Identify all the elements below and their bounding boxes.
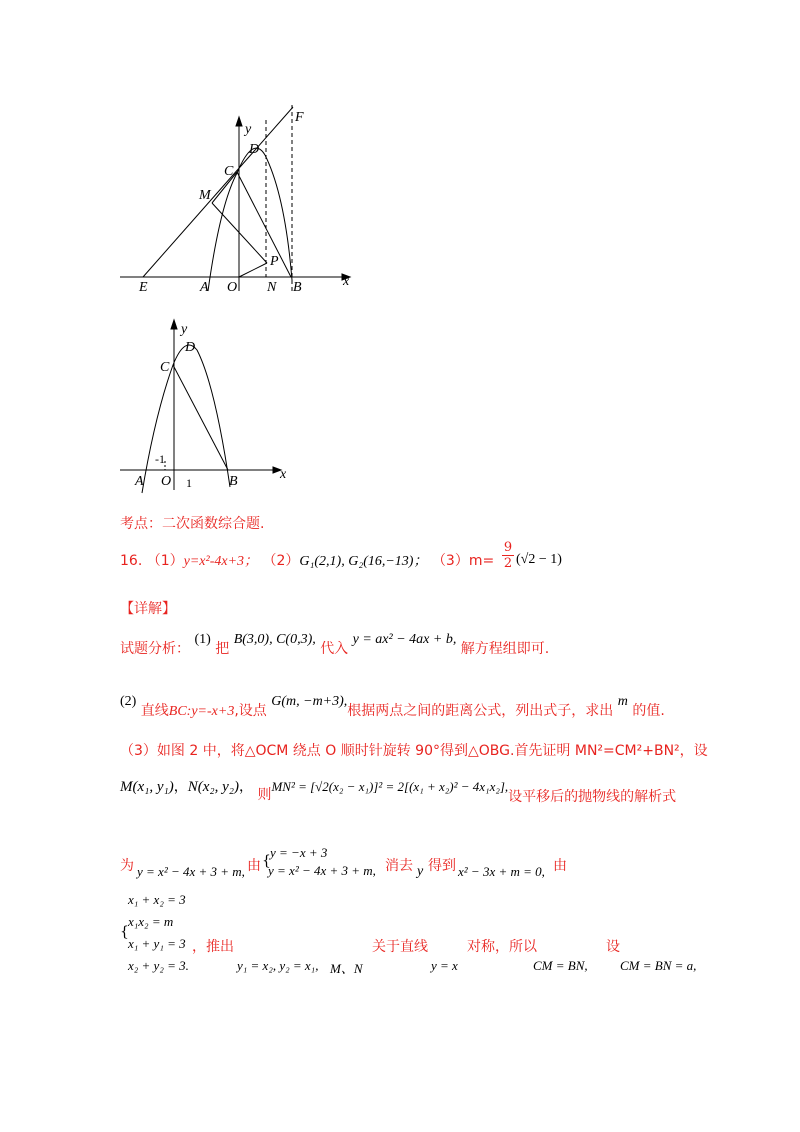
line-2 [120, 690, 665, 719]
part3-tail: (√2 − 1) [516, 552, 562, 567]
line4-sep2: ， [238, 779, 253, 795]
parabola [142, 345, 230, 493]
line-6-cmbn: CM = BN, [533, 958, 588, 973]
label-x: x [280, 467, 287, 482]
part1-label: （1） [146, 553, 184, 569]
line4-ze: 则 [257, 787, 272, 803]
line-3: （3）如图 2 中，将△OCM 绕点 O 顺时针旋转 90°得到△OBG.首先证明 MN²=CM²+BN²，设 [120, 743, 708, 759]
label-p: P [270, 254, 279, 269]
line-6-cmbna: CM = BN = a, [620, 958, 697, 973]
label-m: M [199, 188, 211, 203]
line-6-tuichu: ，推出 [192, 939, 234, 955]
label-a: A [200, 280, 209, 295]
line4-m: M(x₁, y₁) [120, 779, 174, 795]
line2-text2: ,设点 [234, 703, 267, 719]
label-f: F [295, 110, 304, 125]
figure-1 [115, 95, 365, 295]
line1-step: (1) [194, 632, 211, 647]
line-6-mn: M、N [330, 961, 363, 976]
line-6-y12: y₁ = x₂, y₂ = x₁, [237, 958, 319, 973]
parabola [208, 148, 292, 291]
label-e: E [139, 280, 148, 295]
label-a: A [135, 474, 144, 489]
line-op [239, 263, 267, 277]
kaodian: 考点：二次函数综合题. [120, 516, 265, 532]
line2-text1: 直线 [140, 703, 169, 719]
line2-step: (2) [120, 694, 137, 709]
line2-m: m [617, 694, 628, 709]
part1-expr: y=x²-4x+3； [183, 554, 259, 569]
line4-sep: ， [173, 779, 188, 795]
line-5-you: 由 [247, 858, 261, 874]
line-cb [173, 365, 228, 470]
line1-prefix: 试题分析： [120, 641, 190, 657]
part2-label: （2） [262, 553, 300, 569]
line1-ba: 把 [215, 641, 230, 657]
line1-tail: 解方程组即可. [460, 641, 550, 657]
line1-points: B(3,0), C(0,3), [233, 632, 316, 647]
line-5-y: y [417, 864, 424, 879]
answer-num: 16. [120, 553, 143, 569]
xiangjie: 【详解】 [120, 601, 176, 617]
line2-bc: BC:y=-x+3 [168, 704, 235, 719]
line-5-you2: 由 [553, 858, 567, 874]
line-5-sys2: y = x² − 4x + 3 + m, [268, 863, 376, 878]
line1-dairu: 代入 [320, 641, 349, 657]
line2-text4: 的值. [632, 703, 665, 719]
line-1 [120, 628, 550, 657]
line-6-a: x₁ + x₂ = 3 [128, 892, 186, 907]
line-5-brace: { [262, 853, 271, 869]
label-y: y [181, 322, 188, 337]
label-n: N [267, 280, 277, 295]
line-cb [237, 172, 291, 277]
label-b: B [229, 474, 238, 489]
line-5-wei: 为 [120, 858, 134, 874]
label-d: D [249, 142, 260, 157]
line4-n: N(x₂, y₂) [187, 779, 239, 795]
line-6-duicheng: 对称，所以 [467, 939, 537, 955]
label-b: B [293, 280, 302, 295]
label-y: y [245, 122, 252, 137]
label-x: x [343, 274, 350, 289]
line-5-f1: y = x² − 4x + 3 + m, [137, 864, 245, 879]
line4-formula: MN² = [√2(x₂ − x₁)]² = 2[(x₁ + x₂)² − 4x₁x₂], [271, 779, 509, 794]
y-axis-arrow [236, 117, 242, 126]
y-axis-arrow [171, 320, 177, 329]
line-4 [120, 776, 677, 805]
line1-formula: y = ax² − 4ax + b, [352, 632, 457, 647]
label-neg1: -1 [155, 452, 165, 466]
line-6-d: x₂ + y₂ = 3. [128, 958, 189, 973]
line2-g: G(m, −m+3), [271, 694, 348, 709]
line-5-sys1: y = −x + 3 [270, 845, 328, 860]
answer-16 [120, 550, 494, 570]
line-ef [143, 107, 293, 277]
line-6-b: x₁x₂ = m [128, 914, 174, 929]
label-d: D [185, 340, 196, 355]
line-6-guanyu: 关于直线 [372, 939, 428, 955]
figure-2 [115, 315, 295, 495]
line-5-xiaoqu: 消去 [385, 858, 413, 874]
line2-text3: 根据两点之间的距离公式，列出式子，求出 [347, 703, 614, 719]
line-6-brace: { [120, 924, 129, 940]
line-5-eq: x² − 3x + m = 0, [458, 864, 545, 879]
part3-fraction [502, 540, 514, 571]
frac-num: 9 [503, 540, 513, 555]
part2-expr: G₁(2,1), G₂(16,−13)； [299, 554, 428, 569]
label-c: C [224, 164, 234, 179]
line-6-c: x₁ + y₁ = 3 [128, 936, 186, 951]
label-c: C [160, 360, 170, 375]
line4-tail: 设平移后的抛物线的解析式 [508, 789, 677, 805]
part3-label: （3）m= [431, 553, 495, 569]
line-6-she: 设 [606, 939, 620, 955]
label-one: 1 [186, 476, 192, 490]
frac-den: 2 [503, 556, 513, 571]
line-6-yx: y = x [431, 958, 458, 973]
label-o: O [227, 280, 238, 295]
line-5-dedao: 得到 [428, 858, 456, 874]
label-o: O [161, 474, 172, 489]
